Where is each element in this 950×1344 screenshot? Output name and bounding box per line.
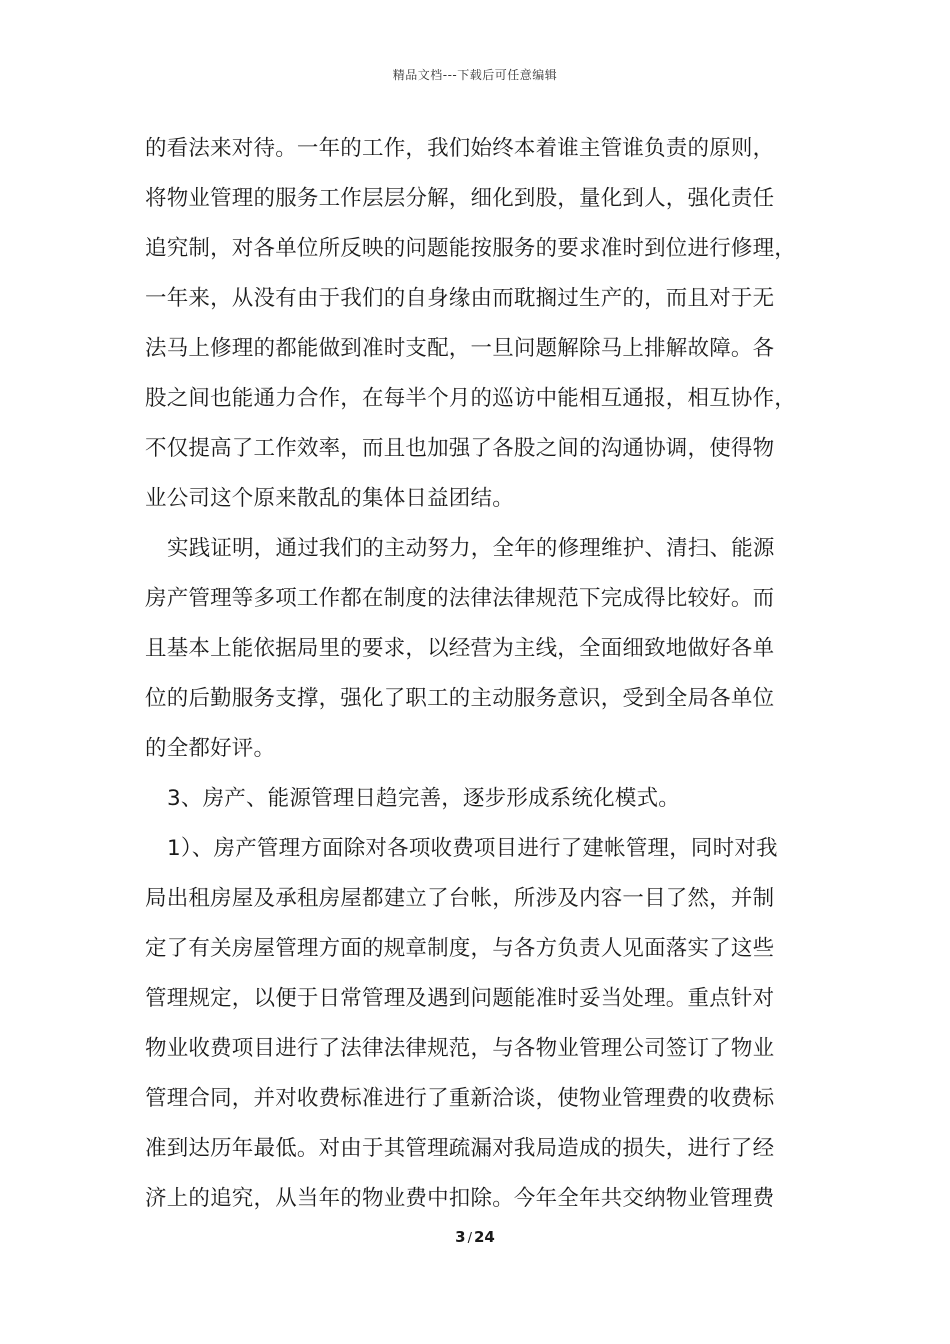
text-line: 的全都好评。 xyxy=(145,736,276,761)
page-number xyxy=(0,1228,950,1246)
text-line: 不仅提高了工作效率，而且也加强了各股之间的沟通协调，使得物 xyxy=(145,436,775,461)
paragraph-start-line: 1）、房产管理方面除对各项收费项目进行了建帐管理，同时对我 xyxy=(167,836,778,861)
current-page: 3 xyxy=(455,1228,466,1246)
text-line: 一年来，从没有由于我们的自身缘由而耽搁过生产的，而且对于无 xyxy=(145,286,775,311)
page-header: 精品文档---下载后可任意编辑 xyxy=(392,68,558,82)
text-line: 局出租房屋及承租房屋都建立了台帐，所涉及内容一目了然，并制 xyxy=(145,886,775,911)
text-line: 济上的追究，从当年的物业费中扣除。今年全年共交纳物业管理费 xyxy=(145,1186,775,1211)
total-pages: 24 xyxy=(473,1228,495,1246)
text-line: 且基本上能依据局里的要求，以经营为主线，全面细致地做好各单 xyxy=(145,636,775,661)
text-line: 管理合同，并对收费标准进行了重新洽谈，使物业管理费的收费标 xyxy=(145,1086,775,1111)
page-separator: / xyxy=(467,1231,472,1246)
text-line: 定了有关房屋管理方面的规章制度，与各方负责人见面落实了这些 xyxy=(145,936,775,961)
text-line: 将物业管理的服务工作层层分解，细化到股，量化到人，强化责任 xyxy=(145,186,775,211)
text-line: 追究制，对各单位所反映的问题能按服务的要求准时到位进行修理， xyxy=(145,236,797,261)
text-line: 股之间也能通力合作，在每半个月的巡访中能相互通报，相互协作， xyxy=(145,386,797,411)
text-line: 准到达历年最低。对由于其管理疏漏对我局造成的损失，进行了经 xyxy=(145,1136,775,1161)
section-heading: 3、房产、能源管理日趋完善，逐步形成系统化模式。 xyxy=(167,786,680,811)
text-line: 法马上修理的都能做到准时支配，一旦问题解除马上排解故障。各 xyxy=(145,336,775,361)
document-body xyxy=(145,124,825,1224)
paragraph-start-line: 实践证明，通过我们的主动努力，全年的修理维护、清扫、能源 xyxy=(167,536,775,561)
text-line: 位的后勤服务支撑，强化了职工的主动服务意识，受到全局各单位 xyxy=(145,686,775,711)
text-line: 管理规定，以便于日常管理及遇到问题能准时妥当处理。重点针对 xyxy=(145,986,775,1011)
text-line: 业公司这个原来散乱的集体日益团结。 xyxy=(145,486,514,511)
text-line: 房产管理等多项工作都在制度的法律法律规范下完成得比较好。而 xyxy=(145,586,775,611)
text-line: 的看法来对待。一年的工作，我们始终本着谁主管谁负责的原则， xyxy=(145,136,775,161)
text-line: 物业收费项目进行了法律法律规范，与各物业管理公司签订了物业 xyxy=(145,1036,775,1061)
